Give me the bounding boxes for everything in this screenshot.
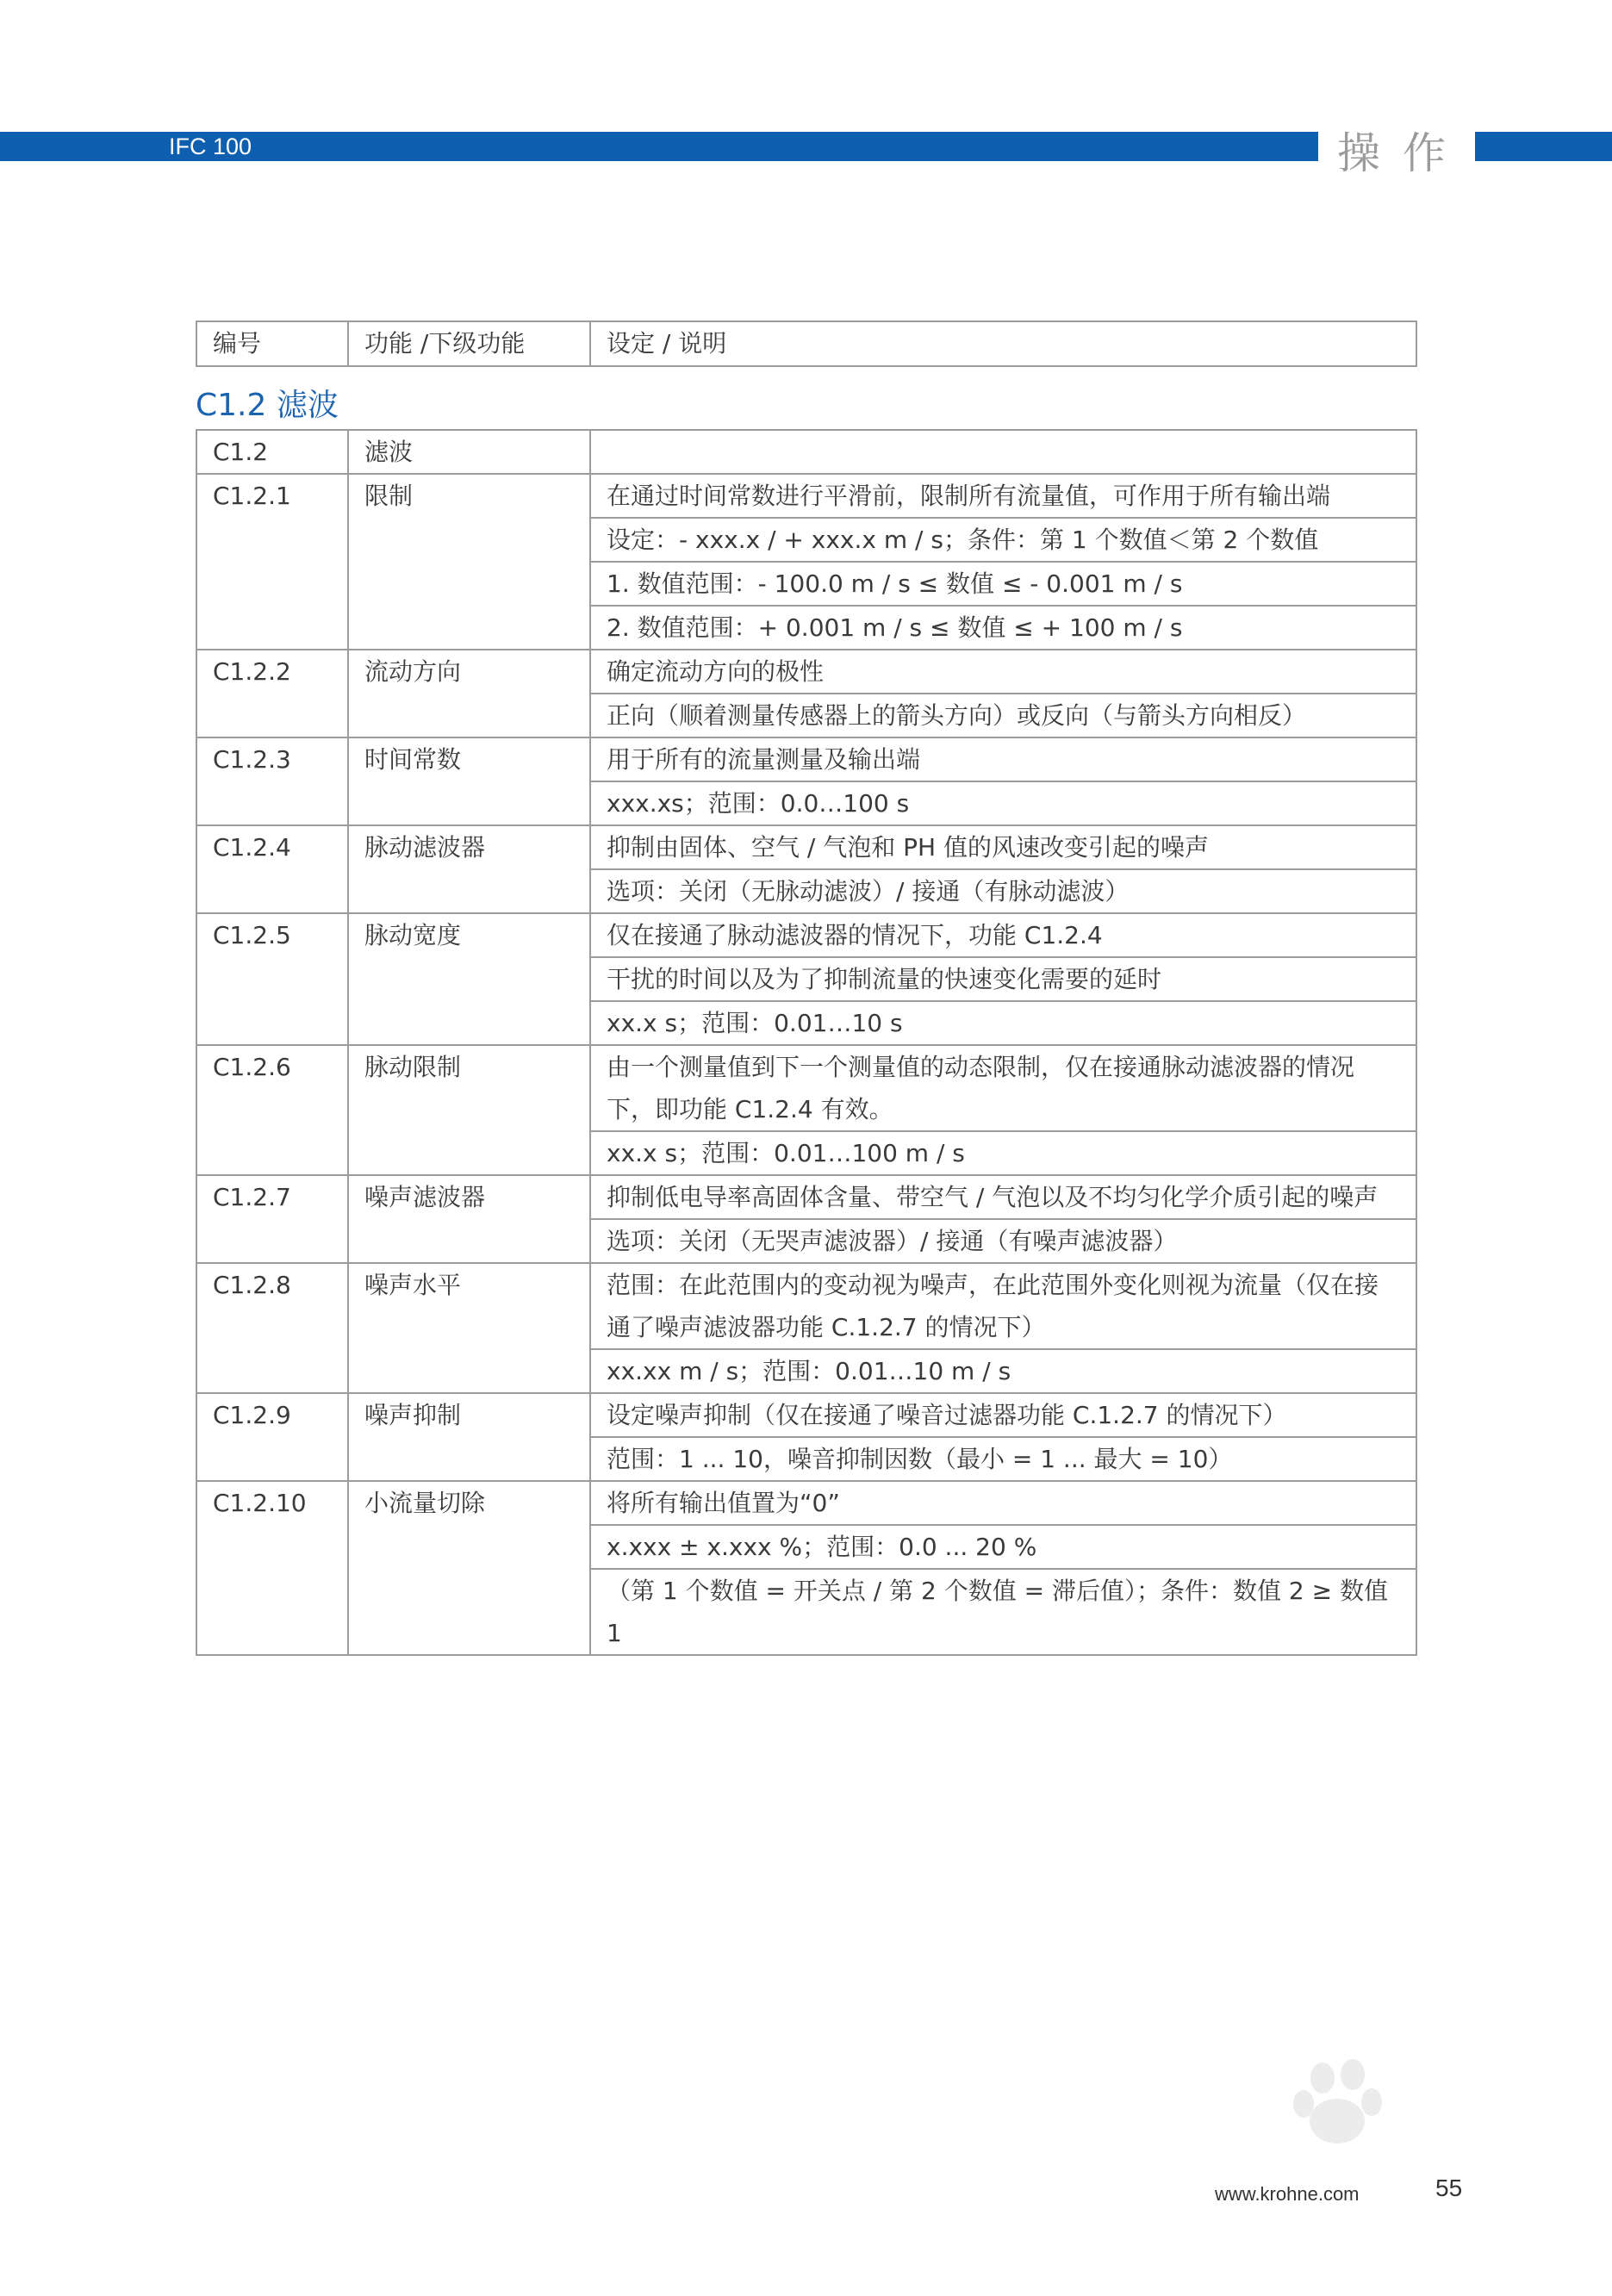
function-number: C1.2.4 bbox=[196, 825, 348, 913]
function-description bbox=[590, 430, 1416, 474]
function-description: 用于所有的流量测量及输出端 bbox=[590, 737, 1416, 781]
table-row bbox=[196, 1045, 1416, 1131]
function-number: C1.2.2 bbox=[196, 650, 348, 737]
function-name: 流动方向 bbox=[348, 650, 590, 737]
function-description: x.xxx ± x.xxx %；范围：0.0 ... 20 % bbox=[590, 1525, 1416, 1569]
table-row bbox=[196, 430, 1416, 474]
function-name: 噪声抑制 bbox=[348, 1393, 590, 1481]
column-header-number: 编号 bbox=[196, 321, 348, 366]
table-row bbox=[196, 1263, 1416, 1349]
page-number: 55 bbox=[1435, 2175, 1463, 2201]
footer-url: www.krohne.com bbox=[1215, 2183, 1360, 2205]
function-name: 滤波 bbox=[348, 430, 590, 474]
function-description: 设定噪声抑制（仅在接通了噪音过滤器功能 C.1.2.7 的情况下） bbox=[590, 1393, 1416, 1437]
table-row bbox=[196, 1393, 1416, 1437]
function-description: xx.x s；范围：0.01…10 s bbox=[590, 1001, 1416, 1045]
function-number: C1.2.1 bbox=[196, 474, 348, 650]
table-row bbox=[196, 1481, 1416, 1525]
function-description: 选项：关闭（无脉动滤波）/ 接通（有脉动滤波） bbox=[590, 869, 1416, 913]
function-description: 设定：- xxx.x / + xxx.x m / s；条件：第 1 个数值＜第 2 个数值 bbox=[590, 518, 1416, 562]
function-name: 噪声滤波器 bbox=[348, 1175, 590, 1263]
function-name: 脉动宽度 bbox=[348, 913, 590, 1045]
table-row bbox=[196, 1175, 1416, 1219]
function-description: 2. 数值范围：+ 0.001 m / s ≤ 数值 ≤ + 100 m / s bbox=[590, 606, 1416, 650]
function-description: 干扰的时间以及为了抑制流量的快速变化需要的延时 bbox=[590, 957, 1416, 1001]
function-description: xxx.xs；范围：0.0…100 s bbox=[590, 781, 1416, 825]
function-description: 仅在接通了脉动滤波器的情况下，功能 C1.2.4 bbox=[590, 913, 1416, 957]
function-description: 在通过时间常数进行平滑前，限制所有流量值，可作用于所有输出端 bbox=[590, 474, 1416, 518]
function-table-body bbox=[196, 430, 1416, 1655]
function-description: 由一个测量值到下一个测量值的动态限制，仅在接通脉动滤波器的情况下，即功能 C1.2.4 有效。 bbox=[590, 1045, 1416, 1131]
function-description: 确定流动方向的极性 bbox=[590, 650, 1416, 694]
function-name: 时间常数 bbox=[348, 737, 590, 825]
column-header-table bbox=[196, 320, 1417, 367]
header-bar-right bbox=[1475, 132, 1612, 161]
function-description: 将所有输出值置为“0” bbox=[590, 1481, 1416, 1525]
function-description: 范围：在此范围内的变动视为噪声，在此范围外变化则视为流量（仅在接通了噪声滤波器功能 C.1.2.7 的情况下） bbox=[590, 1263, 1416, 1349]
table-row bbox=[196, 913, 1416, 957]
function-description: 正向（顺着测量传感器上的箭头方向）或反向（与箭头方向相反） bbox=[590, 694, 1416, 737]
function-description: （第 1 个数值 = 开关点 / 第 2 个数值 = 滞后值）；条件：数值 2 ≥ 数值 1 bbox=[590, 1569, 1416, 1655]
function-number: C1.2.5 bbox=[196, 913, 348, 1045]
section-title: C1.2 滤波 bbox=[196, 388, 339, 423]
table-row bbox=[196, 737, 1416, 781]
function-description: xx.xx m / s；范围：0.01…10 m / s bbox=[590, 1349, 1416, 1393]
function-number: C1.2.9 bbox=[196, 1393, 348, 1481]
function-number: C1.2.3 bbox=[196, 737, 348, 825]
function-description: xx.x s；范围：0.01…100 m / s bbox=[590, 1131, 1416, 1175]
function-name: 噪声水平 bbox=[348, 1263, 590, 1393]
function-number: C1.2.6 bbox=[196, 1045, 348, 1175]
column-header-function: 功能 /下级功能 bbox=[348, 321, 590, 366]
function-number: C1.2.10 bbox=[196, 1481, 348, 1655]
function-description: 范围：1 ... 10，噪音抑制因数（最小 = 1 ... 最大 = 10） bbox=[590, 1437, 1416, 1481]
header-product-name: IFC 100 bbox=[169, 134, 252, 159]
function-description: 1. 数值范围：- 100.0 m / s ≤ 数值 ≤ - 0.001 m / s bbox=[590, 562, 1416, 606]
function-name: 小流量切除 bbox=[348, 1481, 590, 1655]
function-description: 抑制低电导率高固体含量、带空气 / 气泡以及不均匀化学介质引起的噪声 bbox=[590, 1175, 1416, 1219]
table-row bbox=[196, 474, 1416, 518]
function-description: 选项：关闭（无哭声滤波器）/ 接通（有噪声滤波器） bbox=[590, 1219, 1416, 1263]
header-section-title: 操作 bbox=[1337, 128, 1468, 178]
function-number: C1.2.7 bbox=[196, 1175, 348, 1263]
function-name: 脉动滤波器 bbox=[348, 825, 590, 913]
table-row bbox=[196, 825, 1416, 869]
function-name: 限制 bbox=[348, 474, 590, 650]
function-description: 抑制由固体、空气 / 气泡和 PH 值的风速改变引起的噪声 bbox=[590, 825, 1416, 869]
column-header-row bbox=[196, 321, 1416, 366]
function-name: 脉动限制 bbox=[348, 1045, 590, 1175]
function-number: C1.2.8 bbox=[196, 1263, 348, 1393]
function-number: C1.2 bbox=[196, 430, 348, 474]
table-row bbox=[196, 650, 1416, 694]
watermark-logo-icon bbox=[1146, 2059, 1508, 2231]
function-table bbox=[196, 429, 1417, 1656]
column-header-description: 设定 / 说明 bbox=[590, 321, 1416, 366]
